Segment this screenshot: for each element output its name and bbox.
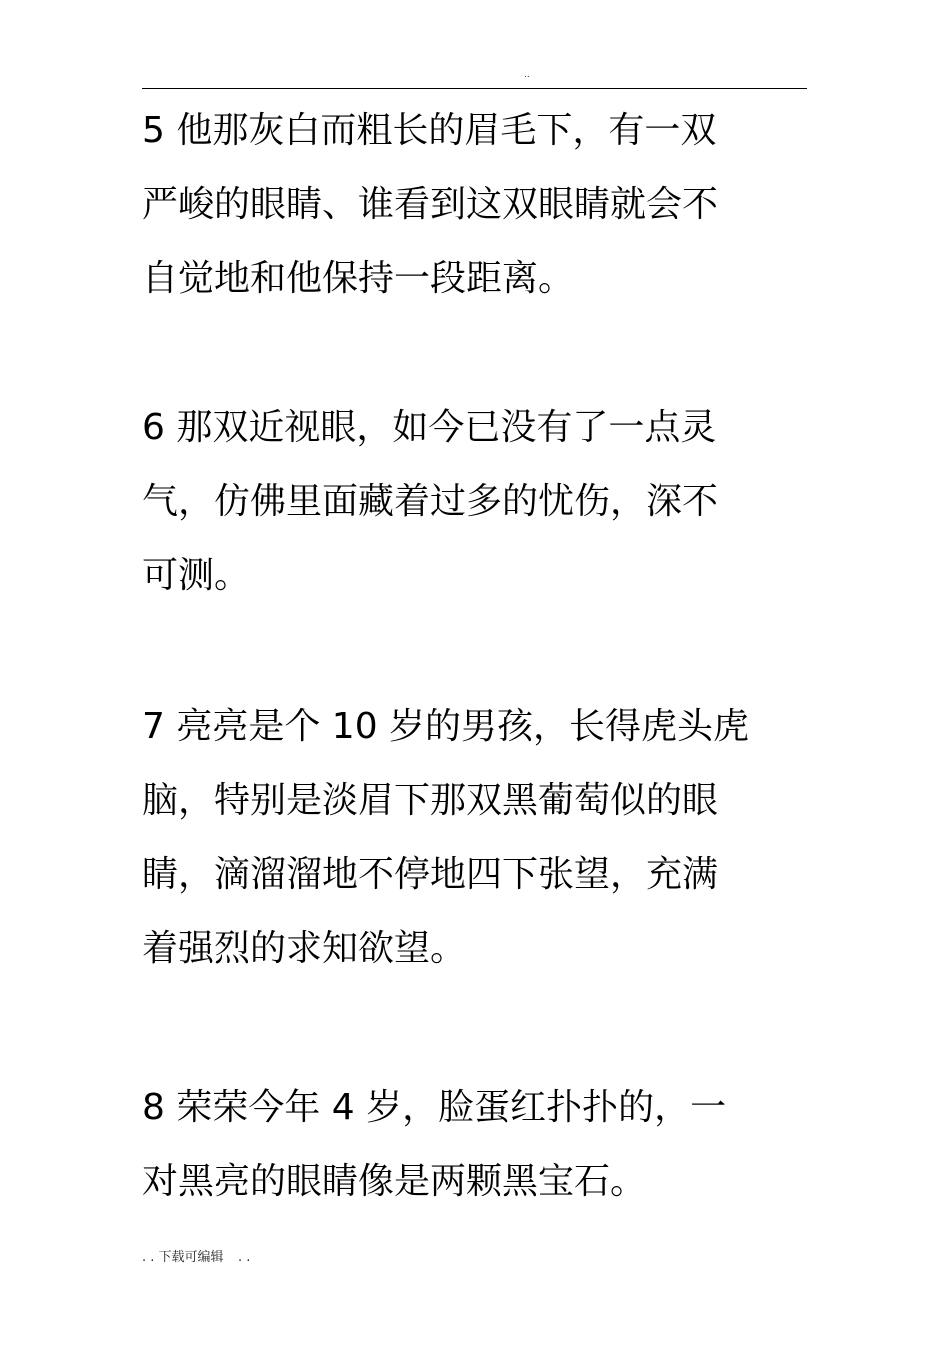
header-mark: .. (524, 70, 530, 80)
paragraph-line: 脑，特别是淡眉下那双黑葡萄似的眼 (142, 780, 719, 821)
paragraph-line: 对黑亮的眼睛像是两颗黑宝石。 (142, 1161, 647, 1202)
paragraph-line: 6 那双近视眼，如今已没有了一点灵 (142, 407, 717, 448)
paragraph-7 (142, 690, 807, 986)
paragraph-line: 气，仿佛里面藏着过多的忧伤，深不 (142, 481, 719, 522)
footer-note: . . 下载可编辑 (142, 1250, 224, 1265)
paragraph-6 (142, 391, 807, 613)
footer-dots: . . (238, 1250, 251, 1265)
paragraph-line: 可测。 (142, 555, 251, 596)
paragraph-line: 7 亮亮是个 10 岁的男孩，长得虎头虎 (142, 706, 750, 747)
paragraph-line: 自觉地和他保持一段距离。 (142, 258, 575, 299)
paragraph-line: 严峻的眼睛、谁看到这双眼睛就会不 (142, 184, 719, 225)
paragraph-5 (142, 94, 807, 316)
paragraph-8 (142, 1071, 807, 1219)
paragraph-line: 睛，滴溜溜地不停地四下张望，充满 (142, 854, 719, 895)
header-rule (142, 88, 807, 89)
paragraph-line: 5 他那灰白而粗长的眉毛下，有一双 (142, 110, 717, 151)
paragraph-line: 8 荣荣今年 4 岁，脸蛋红扑扑的，一 (142, 1087, 727, 1128)
paragraph-line: 着强烈的求知欲望。 (142, 928, 467, 969)
